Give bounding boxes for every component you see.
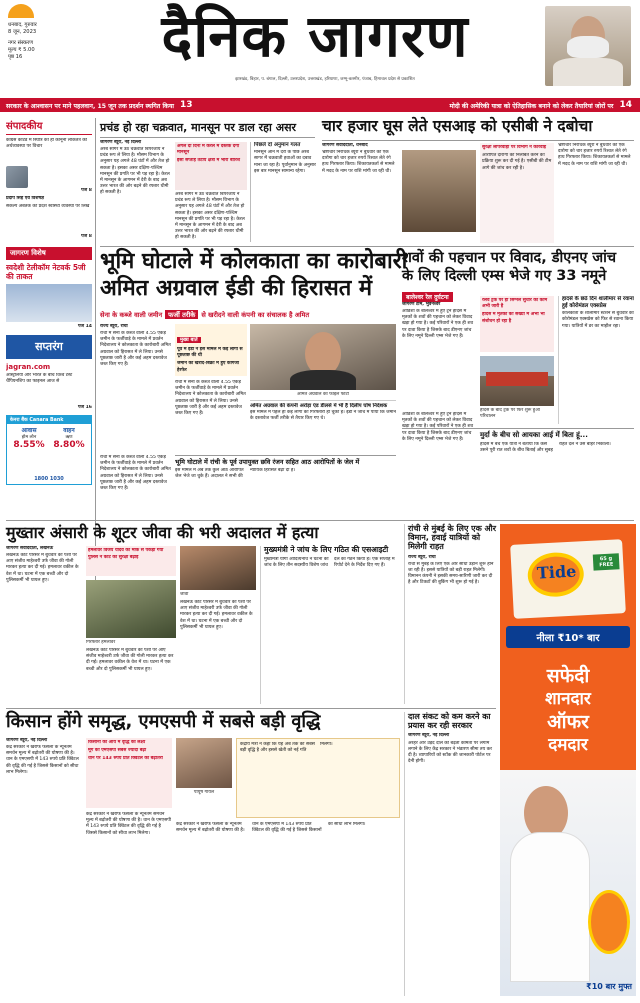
meta-price: मूल्य ₹ 5.00 bbox=[8, 47, 35, 53]
flight-body: रांची से मुंबई के लिए एक और सीधी उड़ान शुरू होने जा रही है। इससे यात्रियों को बड़ी राहत मिलेगी। विमानन कंपनी ने इसकी समय-सारिणी जारी कर दी है और टिकटों की बुकिंग भी शुरू हो गई है। bbox=[408, 561, 494, 586]
home-loan-label: आवास bbox=[21, 427, 37, 435]
cyclone-bullet-2: इसी सप्ताह तटीय क्षेत्रों में भारी बारिश bbox=[177, 158, 240, 164]
vehicle-loan-sub: ऋण bbox=[65, 435, 73, 441]
mukhtar-byline: जागरण संवाददाता, लखनऊ bbox=[6, 546, 54, 551]
acb-accused-photo bbox=[402, 150, 476, 232]
mukhtar-body: लखनऊ कोर्ट परिसर में बुधवार को पेशी पर आए संजीव माहेश्वरी उर्फ जीवा की गोली मारकर हत्या कर दी गई। हमलावर वकील के वेश में था। घटना में एक बच्ची और दो पुलिसकर्मी भी घायल हुए। bbox=[6, 553, 79, 583]
meta-edition: नगर संस्करण bbox=[8, 40, 33, 46]
promo-right-page[interactable]: 14 bbox=[619, 100, 632, 110]
sampadkiya-item-3[interactable]: संकल्प अबतक की प्रदेश स्वास्थ्य व्यवस्था पर लिखें bbox=[6, 204, 90, 210]
sampadkiya-item-2: प्रदीप सिंह एवं विशेषज्ञ bbox=[6, 196, 44, 202]
mukhya-item-2: जमीन की खरीद-बिक्री में हुए कागजी हेरफेर bbox=[177, 361, 239, 373]
sampadkiya-item-1[interactable]: कांग्रेस कोटेड में स्थित्रि को ही कानूनी लोकतंत्र की अर्थव्यवस्था पर विचार bbox=[6, 138, 87, 150]
tide-slogan-3: ऑफर bbox=[547, 711, 589, 733]
sampadkiya-heading: संपादकीय bbox=[6, 118, 92, 135]
cyclone-headline[interactable]: प्रचंड हो रहा चक्रवात, मानसून पर डाल रहा असर bbox=[100, 121, 297, 134]
train-photo-caption: हादसे के बाद ट्रैक पर फिर शुरू हुआ परिचालन bbox=[480, 408, 540, 419]
msp-box-body: केंद्रीय मंत्री ने कहा कि यह अब तक की सबसे बड़ी वृद्धि है और इससे खेती को नई गति मिलेगी। bbox=[240, 742, 333, 754]
msp-bullet-3: धान पर 143 रुपये प्रति क्विंटल की बढ़ोतरी bbox=[88, 756, 163, 762]
train-headline-1[interactable]: शवों की पहचान पर विवाद, डीएनए जांच bbox=[402, 250, 617, 266]
home-loan-rate: 8.55% bbox=[13, 440, 45, 451]
saptrang-text[interactable]: आस्ट्रेलिया और भारत के बीच विश्व टेस्ट चैंपियनशिप का फाइनल आज से bbox=[6, 372, 73, 385]
land-scam-sub-rule bbox=[175, 455, 396, 456]
minister-caption: पीयूष गोयल bbox=[193, 790, 215, 795]
train-side bbox=[558, 296, 634, 424]
land-scam-mukhya bbox=[175, 324, 247, 376]
saptrang-banner[interactable]: सप्तरंग bbox=[6, 335, 92, 359]
land-scam-body: रांची में सेना के कब्जे वाली 4.55 एकड़ जमीन के फर्जीवाड़े के मामले में प्रवर्तन निदेशालय ने कोलकाता के कारोबारी अमित अग्रवाल को हिरासत में ले लिया। उनसे पूछताछ जारी है और कई अहम दस्तावेज जब्त किए गए हैं। bbox=[100, 331, 171, 368]
meta-pages: पृष्ठ 16 bbox=[8, 54, 23, 60]
train-sub-body: हादसे में बचे एक यात्री ने बताया कि कैसे उसने पूरी रात शवों के बीच बिताई और सुबह राहत दल ने उसे बाहर निकाला। bbox=[480, 442, 611, 454]
promo-left-page[interactable]: 13 bbox=[180, 100, 193, 110]
msp-bullet-2: मूंग का एमएसपी सबसे ज्यादा बढ़ा bbox=[88, 748, 147, 754]
mukhtar-headline[interactable]: मुख्तार अंसारी के शूटर जीवा की भरी अदालत में हत्या bbox=[6, 523, 319, 542]
acb-byline: जागरण संवाददाता, धनबाद bbox=[322, 143, 368, 148]
tide-packet bbox=[510, 539, 626, 619]
saptrang-page: पेज 16 bbox=[77, 404, 92, 410]
mukhya-label: मुख्य बातें bbox=[177, 337, 201, 343]
msp-table-box bbox=[236, 738, 400, 818]
acb-box-body: आरोपित दारोगा को निलंबित करने की प्रक्रिया शुरू कर दी गई है। एसीबी की टीम आगे की जांच कर रही है। bbox=[482, 153, 552, 171]
mukhtar-bullets bbox=[86, 546, 176, 576]
jagran-url[interactable]: jagran.com bbox=[6, 362, 51, 371]
msp-bullet-1: किसानों की आय में वृद्धि का लक्ष्य bbox=[88, 740, 146, 745]
tide-ad[interactable] bbox=[500, 524, 636, 996]
tide-slogan bbox=[506, 664, 630, 756]
land-scam-body-3: रांची में सेना के कब्जे वाली 4.55 एकड़ जमीन के फर्जीवाड़े के मामले में प्रवर्तन निदेशालय ने कोलकाता के कारोबारी अमित अग्रवाल को हिरासत में ले लिया। उनसे पूछताछ जारी है और कई अहम दस्तावेज जब्त किए गए हैं। bbox=[100, 455, 171, 492]
land-scam-box-body: इस मामले में पहले ही कई लोगों की गिरफ्तारी हो चुकी है। ईडी ने जांच में पाया कि जमीन के दस्तावेज फर्जी तरीके से तैयार किए गए थे। bbox=[250, 410, 396, 422]
land-scam-byline: राज्य ब्यूरो, रांची bbox=[100, 324, 128, 329]
train-side-body: कोलकाता के शालीमार स्टेशन से बुधवार को कोरोमंडल एक्सप्रेस को फिर से रवाना किया गया। यात्रियों में डर का माहौल रहा। bbox=[562, 311, 634, 329]
leader-portrait bbox=[545, 6, 631, 86]
dal-byline: जागरण ब्यूरो, नई दिल्ली bbox=[408, 733, 450, 739]
amit-photo-caption: अमित अग्रवाल का फाइल फोटो bbox=[297, 392, 349, 397]
sampadkiya-page-3: पेज 8 bbox=[81, 234, 92, 240]
tide-badge: 65 g FREE bbox=[593, 553, 620, 570]
tide-price-line: नीला ₹10* बार bbox=[536, 633, 600, 644]
amit-agarwal-photo bbox=[250, 324, 396, 390]
train-side-head[interactable]: हादसे के छठे दिन शालीमार से रवाना हुई कोरोमंडल एक्सप्रेस bbox=[562, 296, 634, 309]
msp-bullets bbox=[86, 738, 172, 808]
promo-left[interactable]: सरकार के आश्वासन पर माने पहलवान, 15 जून तक प्रदर्शन स्थगित किया bbox=[6, 102, 175, 110]
land-scam-related bbox=[250, 400, 396, 452]
acb-headline[interactable]: चार हजार घूस लेते एसआइ को एसीबी ने दबोचा bbox=[322, 117, 593, 135]
sun-logo-icon bbox=[8, 4, 34, 18]
msp-body-2: केंद्र सरकार ने खरीफ फसलों के न्यूनतम समर्थन मूल्य में बढ़ोतरी की घोषणा की है। धान के एमएसपी में 143 रुपये प्रति क्विंटल की वृद्धि की गई है जिससे किसानों को सीधा लाभ मिलेगा। bbox=[86, 812, 171, 836]
promo-right[interactable]: मोदी की अमेरिकी यात्रा को ऐतिहासिक बनाने को लेकर तैयारियां जोरों पर bbox=[449, 102, 614, 110]
train-tag: बालेश्वर रेल दुर्घटना bbox=[402, 292, 453, 302]
land-scam-sub-head[interactable]: भूमि घोटाले में रांची के पूर्व उपायुक्त छवि रंजन सहित आठ आरोपितों के जेल में bbox=[175, 458, 360, 466]
tide-footer: ₹10 बार मुफ्त bbox=[586, 982, 632, 991]
mukhtar-bullet-2: पुलिस ने कोर्ट की सुरक्षा बढ़ाई bbox=[88, 555, 139, 561]
train-photo bbox=[480, 356, 554, 406]
cyclone-side-head: पिछले दो अनुमान गलत bbox=[254, 142, 301, 148]
cyclone-body-cont: अरब सागर में उठे चक्रवात बिपरजाय ने प्रचंड रूप ले लिया है। मौसम विभाग के अनुसार यह अगले 48 घंटों में और तेज हो सकता है। इसका असर दक्षिण-पश्चिम मानसून की प्रगति पर भी पड़ रहा है। केरल में मानसून के आगमन में देरी के बाद अब उत्तर भारत की ओर बढ़ने की रफ्तार धीमी हो सकती है। bbox=[175, 192, 245, 241]
mukhtar-side-head[interactable]: मुख्यमंत्री ने जांच के लिए गठित की एसआइटी bbox=[264, 545, 389, 554]
sampadkiya-page-1: पेज 8 bbox=[81, 188, 92, 193]
mukhtar-side bbox=[260, 546, 400, 704]
home-loan-sub: होम लोन bbox=[21, 435, 37, 441]
train-body-cont: ओडिशा के बालेश्वर में हुए ट्रेन हादसे में मृतकों के शवों की पहचान को लेकर विवाद खड़ा हो गया है। कई परिवारों ने एक ही शव पर दावा किया है जिसके बाद डीएनए जांच के लिए नमूने दिल्ली एम्स भेजे गए हैं। bbox=[402, 412, 473, 442]
train-bullet-1: रेलवे ट्रैक पर ही सिग्नल सुधार का काम अभी जारी है bbox=[482, 298, 548, 310]
tide-price-banner bbox=[506, 626, 630, 648]
lead-top-rule bbox=[100, 246, 634, 247]
vehicle-loan-rate: 8.80% bbox=[53, 440, 85, 451]
land-scam-box-head: अमित अग्रवाल की कंपनी अरोड़ा एंड डीलर्स में भी है दिलीप घोष निदेशक bbox=[250, 403, 388, 409]
land-scam-headline-2[interactable]: अमित अग्रवाल ईडी की हिरासत में bbox=[100, 276, 373, 301]
cyclone-bullet-1: अगले दो दिनों में केरल में दस्तक देगा मानसून bbox=[177, 144, 240, 156]
tide-slogan-2: शानदार bbox=[545, 689, 591, 709]
train-headline-2[interactable]: के लिए दिल्ली एम्स भेजे गए 33 नमूने bbox=[402, 268, 607, 284]
canara-phone: 1800 1030 bbox=[34, 476, 64, 483]
acb-rule bbox=[322, 140, 634, 141]
mukhya-item-1: पूर्व में ईडी ने इस मामले में कई लोगों से पूछताछ की थी bbox=[177, 347, 243, 359]
land-scam-sub bbox=[175, 458, 396, 516]
cyclone-rule bbox=[100, 137, 315, 138]
dal-headline[interactable]: दाल संकट को कम करने का प्रयास कर रही सरकार bbox=[408, 712, 491, 731]
train-bullets bbox=[480, 296, 554, 352]
subhead-tag: फर्जी तरीके bbox=[165, 310, 198, 319]
canara-bank-name: केनरा बैंक Canara Bank bbox=[7, 416, 91, 424]
land-scam-subhead bbox=[100, 308, 396, 320]
cyclone-side-box bbox=[250, 142, 316, 242]
msp-headline[interactable]: किसान होंगे समृद्ध, एमएसपी में सबसे बड़ी वृद्धि bbox=[6, 711, 321, 732]
mukhtar-photo-1 bbox=[86, 580, 176, 638]
train-byline: जागरण टीम, भुवनेश्वर bbox=[402, 302, 441, 307]
train-sub-head[interactable]: मुर्दा के बीच सो आयका आई में बिता हूं... bbox=[480, 431, 588, 439]
tide-packet-brand: Tide bbox=[536, 561, 577, 583]
tide-bottle-icon bbox=[588, 890, 630, 954]
acb-box bbox=[480, 143, 554, 243]
subhead-right: से खरीदने वाली कंपनी का संचालक है अमित bbox=[201, 310, 310, 319]
cyclone-body: अरब सागर में उठे चक्रवात बिपरजाय ने प्रचंड रूप ले लिया है। मौसम विभाग के अनुसार यह अगले 48 घंटों में और तेज हो सकता है। इसका असर दक्षिण-पश्चिम मानसून की प्रगति पर भी पड़ रहा है। केरल में मानसून के आगमन में देरी के बाद अब उत्तर भारत की ओर बढ़ने की रफ्तार धीमी हो सकती है। bbox=[100, 147, 170, 196]
columnist-photo bbox=[6, 166, 28, 188]
jagran-vishesh-headline[interactable]: स्वदेशी टेलीकॉम नेटवर्क 5जी की ताकत bbox=[6, 262, 86, 281]
mukhtar-body-2: लखनऊ कोर्ट परिसर में बुधवार को पेशी पर आए संजीव माहेश्वरी उर्फ जीवा की गोली मारकर हत्या कर दी गई। हमलावर वकील के वेश में था। घटना में एक बच्ची और दो पुलिसकर्मी भी घायल हुए। bbox=[86, 648, 174, 672]
mukhtar-caption-1: गिरफ्तार हमलावर bbox=[86, 640, 116, 645]
editions-line: झारखंड, बिहार, प. बंगाल, दिल्ली, उत्तरप्रदेश, उत्तराखंड, हरियाणा, जम्मू-कश्मीर, पंजाब, हिमाचल प्रदेश से प्रकाशित bbox=[235, 77, 415, 82]
dal-body: अरहर और उड़द दाल की बढ़ती कीमतों पर लगाम लगाने के लिए केंद्र सरकार ने भंडारण सीमा तय कर दी है। व्यापारियों को स्टॉक की जानकारी पोर्टल पर देनी होगी। bbox=[408, 740, 493, 765]
acb-body: भ्रष्टाचार निरोधक ब्यूरो ने बुधवार को एक दारोगा को चार हजार रुपये रिश्वत लेते रंगे हाथ गिरफ्तार किया। शिकायतकर्ता से मामले में मदद के नाम पर राशि मांगी जा रही थी। bbox=[322, 150, 395, 174]
acb-body-cont: भ्रष्टाचार निरोधक ब्यूरो ने बुधवार को एक दारोगा को चार हजार रुपये रिश्वत लेते रंगे हाथ गिरफ्तार किया। शिकायतकर्ता से मामले में मदद के नाम पर राशि मांगी जा रही थी। bbox=[558, 143, 631, 167]
canara-ad[interactable] bbox=[6, 415, 92, 485]
msp-body-3: केंद्र सरकार ने खरीफ फसलों के न्यूनतम समर्थन मूल्य में बढ़ोतरी की घोषणा की है। धान के एमएसपी में 143 रुपये प्रति क्विंटल की वृद्धि की गई है जिससे किसानों को सीधा लाभ मिलेगा। bbox=[176, 822, 366, 834]
flight-story bbox=[404, 524, 496, 704]
msp-top-rule bbox=[6, 708, 496, 709]
msp-body: केंद्र सरकार ने खरीफ फसलों के न्यूनतम समर्थन मूल्य में बढ़ोतरी की घोषणा की है। धान के एमएसपी में 143 रुपये प्रति क्विंटल की वृद्धि की गई है जिससे किसानों को सीधा लाभ मिलेगा। bbox=[6, 745, 79, 775]
minister-photo bbox=[176, 738, 232, 788]
satellite-photo bbox=[6, 284, 92, 322]
mukhtar-body-3: लखनऊ कोर्ट परिसर में बुधवार को पेशी पर आए संजीव माहेश्वरी उर्फ जीवा की गोली मारकर हत्या कर दी गई। हमलावर वकील के वेश में था। घटना में एक बच्ची और दो पुलिसकर्मी भी घायल हुए। bbox=[180, 600, 253, 630]
land-scam-body-2: रांची में सेना के कब्जे वाली 4.55 एकड़ जमीन के फर्जीवाड़े के मामले में प्रवर्तन निदेशालय ने कोलकाता के कारोबारी अमित अग्रवाल को हिरासत में ले लिया। उनसे पूछताछ जारी है और कई अहम दस्तावेज जब्त किए गए हैं। bbox=[175, 380, 246, 417]
cyclone-side-body: मानसून आने में देरी के पीछे अरब सागर में चक्रवाती हवाओं का दबाव माना जा रहा है। पूर्वानुमान के अनुसार इस बार मानसून सामान्य रहेगा। bbox=[254, 150, 316, 174]
top-promo-strip bbox=[0, 98, 640, 112]
cyclone-byline: जागरण ब्यूरो, नई दिल्ली bbox=[100, 140, 142, 145]
edition-meta bbox=[8, 22, 37, 61]
mukhtar-top-rule bbox=[6, 520, 634, 521]
meta-day: धनबाद, गुरुवार bbox=[8, 22, 37, 28]
tide-slogan-1: सफेदी bbox=[546, 665, 590, 687]
newspaper-title: दैनिक जागरण bbox=[161, 2, 469, 70]
tide-model-photo bbox=[500, 770, 636, 996]
msp-byline: जागरण ब्यूरो, नई दिल्ली bbox=[6, 738, 48, 743]
land-scam-sub-body: इस मामले में अब तक कुल आठ आरोपित जेल भेजे जा चुके हैं। अदालत ने सभी की न्यायिक हिरासत बढ़ा दी है। bbox=[175, 468, 296, 480]
mukhtar-caption-2: जीवा bbox=[180, 592, 189, 597]
tide-slogan-4: दमदार bbox=[548, 735, 588, 755]
flight-headline[interactable]: रांची से मुंबई के लिए एक और विमान, हवाई यात्रियों को मिलेगी राहत bbox=[408, 524, 496, 552]
dal-story bbox=[404, 712, 496, 996]
land-scam-headline-1[interactable]: भूमि घोटाले में कोलकाता का कारोबारी bbox=[100, 249, 408, 274]
subhead-left: सेना के कब्जे वाली जमीन bbox=[100, 310, 163, 319]
train-bullet-2: हादसे में मृतकों की संख्या में अभी भी संशोधन हो रहा है bbox=[482, 312, 545, 324]
cyclone-bullets bbox=[175, 142, 247, 190]
mukhtar-bullet-1: हमलावर विजय यादव को मौके से पकड़ा गया bbox=[88, 548, 164, 553]
flight-byline: राज्य ब्यूरो, रांची bbox=[408, 554, 436, 560]
mukhtar-photo-2 bbox=[180, 546, 256, 590]
vehicle-loan-label: वाहन bbox=[63, 427, 75, 435]
masthead bbox=[0, 0, 640, 98]
mukhtar-side-body: मुख्यमंत्री योगी आदित्यनाथ ने घटना की जांच के लिए तीन सदस्यीय विशेष जांच दल का गठन किया है। एक सप्ताह में रिपोर्ट देने के निर्देश दिए गए हैं। bbox=[264, 556, 395, 568]
meta-date: 8 जून, 2023 bbox=[8, 29, 37, 35]
jagran-vishesh-label: जागरण विशेष bbox=[6, 247, 92, 260]
jagran-vishesh-page: पेज 14 bbox=[77, 323, 92, 329]
train-body: ओडिशा के बालेश्वर में हुए ट्रेन हादसे में मृतकों के शवों की पहचान को लेकर विवाद खड़ा हो गया है। कई परिवारों ने एक ही शव पर दावा किया है जिसके बाद डीएनए जांच के लिए नमूने दिल्ली एम्स भेजे गए हैं। bbox=[402, 309, 473, 339]
acb-box-head: सुरक्षा लापरवाही पर विभाग ने कार्रवाई bbox=[482, 145, 547, 150]
